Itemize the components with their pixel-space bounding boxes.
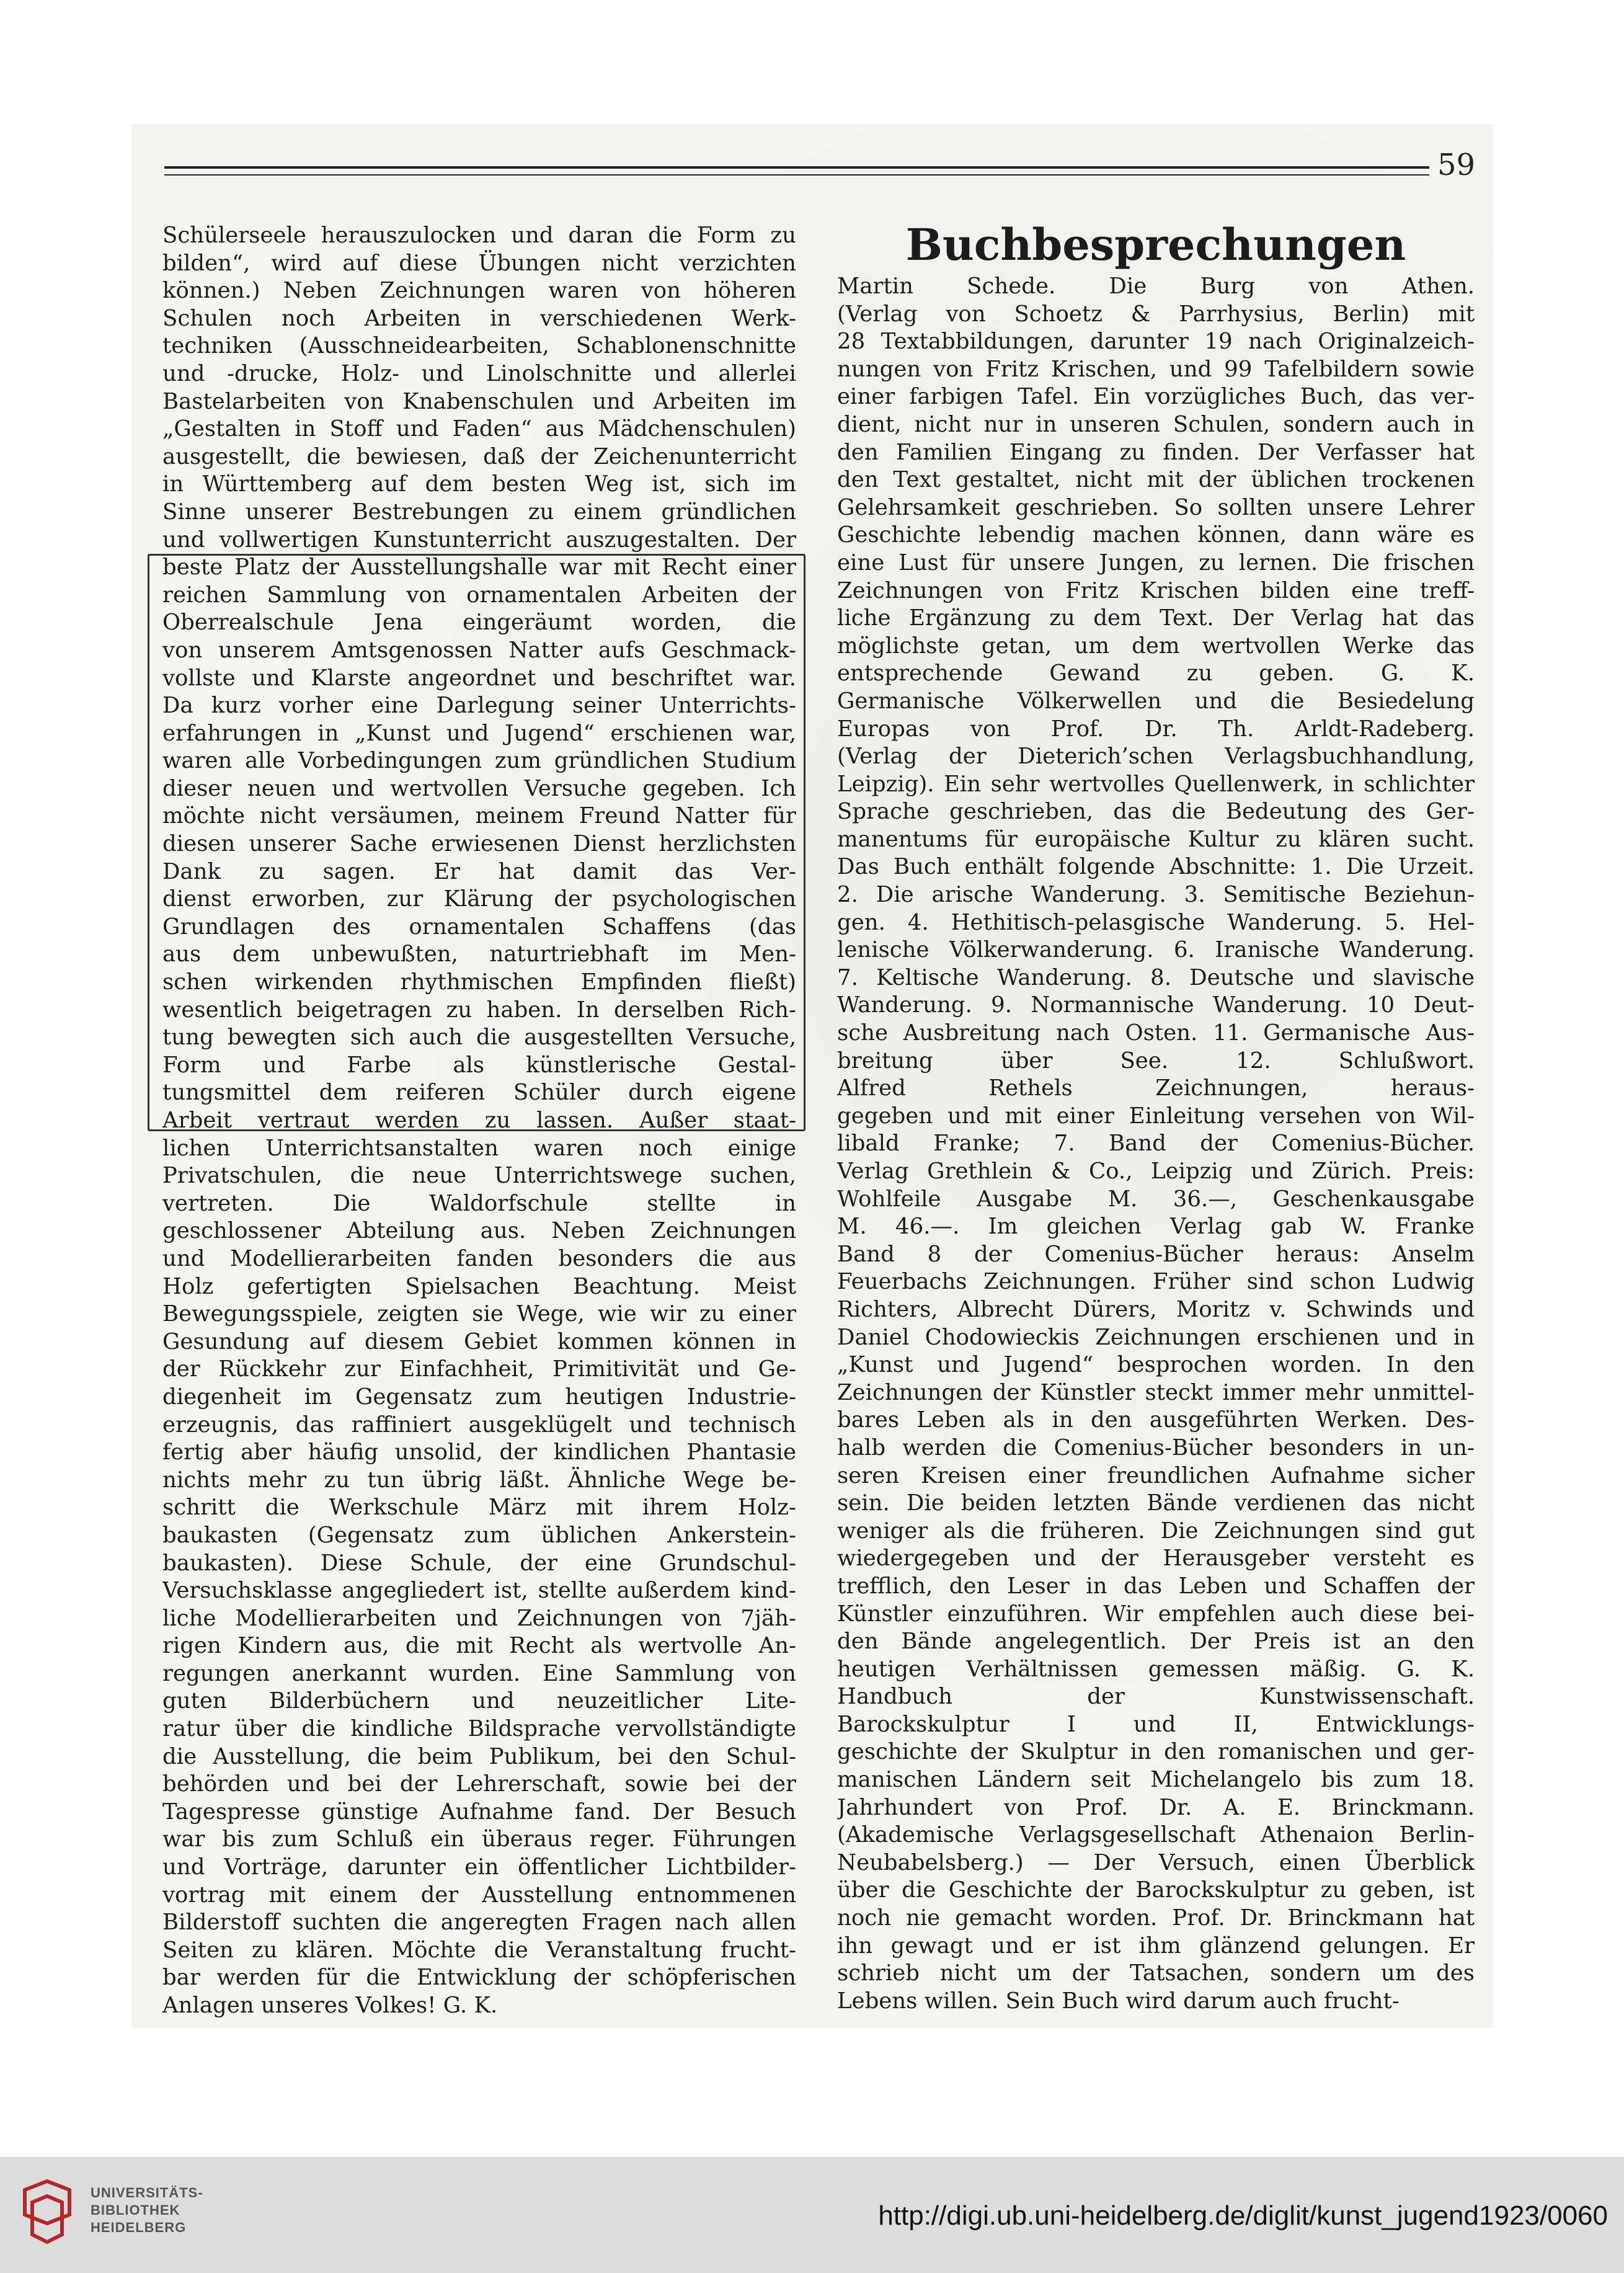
left-column-text-line: liche Modellierarbeiten und Zeichnungen von 7jäh- [162,1605,796,1631]
left-column-text-line: und -drucke, Holz- und Linolschnitte und allerlei [162,360,796,386]
right-column-text-line: über die Geschichte der Barockskulptur zu geben, ist [837,1877,1475,1903]
left-column-text-line: Grundlagen des ornamentalen Schaffens (das [162,914,796,940]
left-column-text-line: und Vorträge, darunter ein öffentlicher Lichtbilder- [162,1854,796,1880]
right-column-text-line: den Text gestaltet, nicht mit der üblichen trockenen [837,467,1475,493]
header-rule [164,166,1429,169]
right-column-text-line: Alfred Rethels Zeichnungen, heraus- [837,1075,1475,1101]
right-column-text-line: Handbuch der Kunstwissenschaft. [837,1684,1475,1710]
left-column-text-line: baukasten). Diese Schule, der eine Grundschul- [162,1550,796,1576]
right-column-text-line: einer farbigen Tafel. Ein vorzügliches Buch, das ver- [837,384,1475,410]
left-column-text-line: Form und Farbe als künstlerische Gestal- [162,1052,796,1078]
right-column-text-line: Jahrhundert von Prof. Dr. A. E. Brinckmann. [837,1794,1475,1820]
left-column-text-line: Dank zu sagen. Er hat damit das Ver- [162,858,796,884]
right-column-text-line: sein. Die beiden letzten Bände verdienen das nicht [837,1490,1475,1516]
left-column-text-line: und Modellierarbeiten fanden besonders die aus [162,1245,796,1271]
left-column-text-line: baukasten (Gegensatz zum üblichen Ankerstein- [162,1522,796,1548]
right-column-text-line: trefflich, den Leser in das Leben und Schaffen der [837,1573,1475,1599]
left-column-text-line: und vollwertigen Kunstunterricht auszugestalten. Der [162,527,796,553]
right-column-text-line: Germanische Völkerwellen und die Besiedelung [837,688,1475,714]
right-column-text-line: noch nie gemacht worden. Prof. Dr. Brinckmann hat [837,1905,1475,1931]
header-rule-thin [164,174,1429,176]
left-column-text-line: aus dem unbewußten, naturtriebhaft im Men- [162,941,796,967]
left-column-text-line: vollste und Klarste angeordnet und beschriftet war. [162,665,796,691]
left-column-text-line: erfahrungen in „Kunst und Jugend“ erschienen war, [162,720,796,746]
left-column-text-line: vertreten. Die Waldorfschule stellte in [162,1190,796,1216]
left-column-text-line: Arbeit vertraut werden zu lassen. Außer staat- [162,1108,796,1133]
left-column-text-line: regungen anerkannt wurden. Eine Sammlung von [162,1660,796,1686]
left-column-text-line: Bastelarbeiten von Knabenschulen und Arbeiten im [162,388,796,414]
left-column-text-line: möchte nicht versäumen, meinem Freund Natter für [162,803,796,829]
right-column-text-line: manentums für europäische Kultur zu klären sucht. [837,826,1475,852]
page-number: 59 [1437,148,1476,182]
library-name-line: UNIVERSITÄTS- [91,2185,203,2200]
left-column-text-line: in Württemberg auf dem besten Weg ist, sich im [162,471,796,497]
right-column-text-line: nungen von Fritz Krischen, und 99 Tafelbildern sowie [837,356,1475,382]
right-column-text-line: sche Ausbreitung nach Osten. 11. Germanische Aus- [837,1020,1475,1046]
left-column-text-line: bar werden für die Entwicklung der schöpferischen [162,1965,796,1991]
right-column-text-line: Sprache geschrieben, das die Bedeutung des Ger- [837,799,1475,825]
left-column-text-line: nichts mehr zu tun übrig läßt. Ähnliche Wege be- [162,1467,796,1493]
right-column-text-line: M. 46.—. Im gleichen Verlag gab W. Franke [837,1214,1475,1240]
left-column-text-line: tung bewegten sich auch die ausgestellten Versuche, [162,1025,796,1051]
left-column-text-line: diesen unserer Sache erwiesenen Dienst herzlichsten [162,831,796,857]
right-column-text-line: den Familien Eingang zu finden. Der Verfasser hat [837,439,1475,465]
left-column-text-line: beste Platz der Ausstellungshalle war mit Recht einer [162,554,796,580]
right-column-text-line: libald Franke; 7. Band der Comenius-Bücher. [837,1131,1475,1157]
right-column-text-line: gen. 4. Hethitisch-pelasgische Wanderung. 5. Hel- [837,909,1475,935]
left-column-text-line: techniken (Ausschneidearbeiten, Schablonenschnitte [162,333,796,359]
left-column-text-line: fertig aber häufig unsolid, der kindlichen Phantasie [162,1439,796,1466]
left-column-text-line: ratur über die kindliche Bildsprache vervollständigte [162,1716,796,1742]
right-column-text-line: Wanderung. 9. Normannische Wanderung. 10 Deut- [837,992,1475,1018]
left-column-text-line: Da kurz vorher eine Darlegung seiner Unterrichts- [162,693,796,719]
right-column-text-line: Barockskulptur I und II, Entwicklungs- [837,1711,1475,1737]
left-column-text-line: Seiten zu klären. Möchte die Veranstaltung frucht- [162,1937,796,1963]
left-column-text-line: Anlagen unseres Volkes! G. K. [162,1993,498,2018]
right-column-text-line: seren Kreisen einer freundlichen Aufnahme sicher [837,1462,1475,1488]
left-column-text-line: können.) Neben Zeichnungen waren von höheren [162,278,796,304]
left-column-text-line: vortrag mit einem der Ausstellung entnommenen [162,1882,796,1908]
right-column-text-line: „Kunst und Jugend“ besprochen worden. In den [837,1352,1475,1378]
right-column-text-line: Geschichte lebendig machen können, dann wäre es [837,522,1475,548]
right-column-text-line: Lebens willen. Sein Buch wird darum auch frucht- [837,1988,1400,2014]
section-heading: Buchbesprechungen [905,219,1406,270]
left-column-text-line: Bilderstoff suchten die angeregten Fragen nach allen [162,1910,796,1936]
left-column-text-line: Gesundung auf diesem Gebiet kommen können in [162,1328,796,1354]
right-column-text-line: 2. Die arische Wanderung. 3. Semitische Beziehun- [837,882,1475,908]
left-column-text-line: Holz gefertigten Spielsachen Beachtung. Meist [162,1273,796,1299]
right-column-text-line: halb werden die Comenius-Bücher besonders in un- [837,1435,1475,1461]
left-column-text-line: diegenheit im Gegensatz zum heutigen Industrie- [162,1384,796,1410]
left-column-text-line: von unserem Amtsgenossen Natter aufs Geschmack- [162,637,796,663]
left-column-text-line: lichen Unterrichtsanstalten waren noch einige [162,1135,796,1161]
left-column-text-line: Versuchsklasse angegliedert ist, stellte außerdem kind- [162,1578,796,1604]
right-column-text-line: geschichte der Skulptur in den romanischen und ger- [837,1739,1475,1765]
right-column-text-line: 7. Keltische Wanderung. 8. Deutsche und slavische [837,964,1475,990]
left-column-text-line: Bewegungsspiele, zeigten sie Wege, wie wir zu einer [162,1301,796,1327]
right-column-text-line: Das Buch enthält folgende Abschnitte: 1. Die Urzeit. [837,854,1475,880]
library-name-line: HEIDELBERG [91,2220,187,2235]
right-column-text-line: heutigen Verhältnissen gemessen mäßig. G. K. [837,1656,1475,1682]
left-column-text-line: Tagespresse günstige Aufnahme fand. Der Besuch [162,1799,796,1825]
left-column-text-line: dienst erworben, zur Klärung der psychologischen [162,886,796,912]
left-column-text-line: rigen Kindern aus, die mit Recht als wertvolle An- [162,1633,796,1659]
left-column-text-line: die Ausstellung, die beim Publikum, bei den Schul- [162,1743,796,1769]
right-column [837,219,1475,2015]
left-column-text-line: wesentlich beigetragen zu haben. In derselben Rich- [162,997,796,1023]
right-column-text-line: Feuerbachs Zeichnungen. Früher sind schon Ludwig [837,1269,1475,1295]
right-column-text-line: schrieb nicht um der Tatsachen, sondern um des [837,1960,1475,1986]
right-column-text-line: Künstler einzuführen. Wir empfehlen auch diese bei- [837,1601,1475,1627]
left-column-text-line: Privatschulen, die neue Unterrichtswege suchen, [162,1163,796,1189]
left-column-text-line: Schülerseele herauszulocken und daran die Form zu [162,223,796,248]
right-column-text-line: Daniel Chodowieckis Zeichnungen erschienen und in [837,1324,1475,1350]
right-column-text-line: Band 8 der Comenius-Bücher heraus: Anselm [837,1241,1475,1267]
right-column-text-line: breitung über See. 12. Schlußwort. [837,1048,1475,1074]
right-column-text-line: weniger als die früheren. Die Zeichnungen sind gut [837,1518,1475,1544]
left-column-text-line: „Gestalten in Stoff und Faden“ aus Mädchenschulen) [162,416,796,442]
left-column-text-line: schritt die Werkschule März mit ihrem Holz- [162,1495,796,1521]
left-column-text-line: guten Bilderbüchern und neuzeitlicher Lite- [162,1688,796,1714]
left-column-text-line: Sinne unserer Bestrebungen zu einem gründlichen [162,499,796,525]
right-column-text-line: entsprechende Gewand zu geben. G. K. [837,661,1475,687]
right-column-text-line: dient, nicht nur in unseren Schulen, sondern auch in [837,411,1475,437]
library-footer [0,2157,1624,2273]
right-column-text-line: eine Lust für unsere Jungen, zu lernen. Die frischen [837,549,1475,576]
left-column-text-line: der Rückkehr zur Einfachheit, Primitivität und Ge- [162,1356,796,1382]
right-column-text-line: (Verlag von Schoetz & Parrhysius, Berlin) mit [837,301,1475,327]
right-column-text-line: manischen Ländern seit Michelangelo bis zum 18. [837,1767,1475,1793]
right-column-text-line: Martin Schede. Die Burg von Athen. [837,274,1475,299]
right-column-text-line: wiedergegeben und der Herausgeber versteht es [837,1546,1475,1572]
right-column-text-line: Leipzig). Ein sehr wertvolles Quellenwerk, in schlichter [837,771,1475,797]
left-column-text-line: waren alle Vorbedingungen zum gründlichen Studium [162,748,796,774]
right-column-text-line: Europas von Prof. Dr. Th. Arldt-Radeberg. [837,716,1475,742]
right-column-text-line: den Bände angelegentlich. Der Preis ist an den [837,1629,1475,1655]
left-column-text-line: erzeugnis, das raffiniert ausgeklügelt und technisch [162,1412,796,1438]
left-column [162,222,796,2020]
left-column-text-line: bilden“, wird auf diese Übungen nicht verzichten [162,250,796,276]
left-column-text-line: behörden und bei der Lehrerschaft, sowie bei der [162,1771,796,1797]
left-column-text-line: dieser neuen und wertvollen Versuche gegeben. Ich [162,775,796,801]
right-column-text-line: 28 Textabbildungen, darunter 19 nach Originalzeich- [837,329,1475,355]
right-column-text-line: Zeichnungen der Künstler steckt immer mehr unmittel- [837,1379,1475,1405]
right-column-text-line: liche Ergänzung zu dem Text. Der Verlag hat das [837,605,1475,631]
right-column-text-line: (Akademische Verlagsgesellschaft Athenaion Berlin- [837,1822,1475,1848]
left-column-text-line: reichen Sammlung von ornamentalen Arbeiten der [162,582,796,608]
right-column-text-line: Verlag Grethlein & Co., Leipzig und Zürich. Preis: [837,1159,1475,1184]
library-name [91,2184,203,2236]
right-column-text-line: lenische Völkerwanderung. 6. Iranische Wanderung. [837,937,1475,963]
university-library-logo-icon [19,2177,76,2246]
right-column-text-line: gegeben und mit einer Einleitung versehen von Wil- [837,1103,1475,1129]
right-column-text-line: Wohlfeile Ausgabe M. 36.—, Geschenkausgabe [837,1186,1475,1212]
right-column-text-line: Gelehrsamkeit geschrieben. So sollten unsere Lehrer [837,494,1475,520]
right-column-text-line: Neubabelsberg.) — Der Versuch, einen Überblick [837,1849,1475,1875]
left-column-text-line: ausgestellt, die bewiesen, daß der Zeichenunterricht [162,443,796,469]
library-name-line: BIBLIOTHEK [91,2202,180,2218]
right-column-text-line: Richters, Albrecht Dürers, Moritz v. Schwinds und [837,1296,1475,1322]
right-column-text-line: Zeichnungen von Fritz Krischen bilden eine treff- [837,577,1475,603]
right-column-text-line: bares Leben als in den ausgeführten Werken. Des- [837,1407,1475,1433]
right-column-text-line: ihn gewagt und er ist ihm glänzend gelungen. Er [837,1933,1475,1959]
left-column-text-line: Oberrealschule Jena eingeräumt worden, die [162,610,796,636]
left-column-text-line: schen wirkenden rhythmischen Empfinden fließt) [162,969,796,995]
left-column-text-line: war bis zum Schluß ein überaus reger. Führungen [162,1826,796,1853]
right-column-text-line: (Verlag der Dieterich’schen Verlagsbuchhandlung, [837,744,1475,770]
left-column-text-line: geschlossener Abteilung aus. Neben Zeichnungen [162,1218,796,1244]
permalink-url[interactable]: http://digi.ub.uni-heidelberg.de/diglit/kunst_jugend1923/0060 [878,2200,1608,2231]
right-column-text-line: möglichste getan, um dem wertvollen Werke das [837,633,1475,659]
left-column-text-line: tungsmittel dem reiferen Schüler durch eigene [162,1080,796,1106]
left-column-text-line: Schulen noch Arbeiten in verschiedenen Werk- [162,305,796,331]
